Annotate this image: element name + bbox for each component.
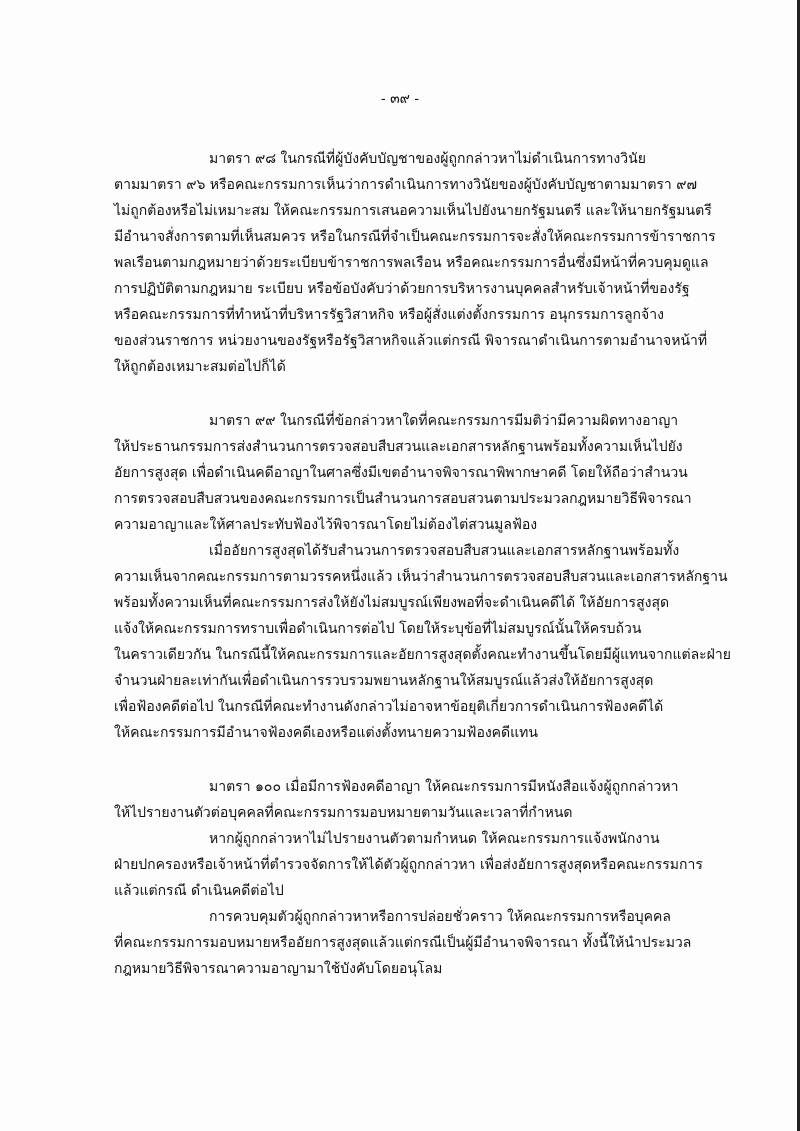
text-line: การควบคุมตัวผู้ถูกกล่าวหาหรือการปล่อยชั่วคราว ให้คณะกรรมการหรือบุคคล: [209, 909, 671, 925]
text-line: ของส่วนราชการ หน่วยงานของรัฐหรือรัฐวิสาหกิจแล้วแต่กรณี พิจารณาดำเนินการตามอำนาจหน้าที่: [114, 333, 708, 349]
text-line: พร้อมทั้งความเห็นที่คณะกรรมการส่งให้ยังไม่สมบูรณ์เพียงพอที่จะดำเนินคดีได้ ให้อัยการสูงสุด: [114, 595, 670, 611]
text-line: ฝ่ายปกครองหรือเจ้าหน้าที่ตำรวจจัดการให้ได้ตัวผู้ถูกกล่าวหา เพื่อส่งอัยการสูงสุดหรือคณะกรรมการ: [114, 857, 703, 873]
section-gap: [114, 380, 680, 408]
text-line: ความเห็นจากคณะกรรมการตามวรรคหนึ่งแล้ว เห็นว่าสำนวนการตรวจสอบสืบสวนและเอกสารหลักฐาน: [114, 569, 728, 585]
text-line: แจ้งให้คณะกรรมการทราบเพื่อดำเนินการต่อไป โดยให้ระบุข้อที่ไม่สมบูรณ์นั้นให้ครบถ้วน: [114, 621, 642, 637]
text-line: มาตรา ๑๐๐ เมื่อมีการฟ้องคดีอาญา ให้คณะกรรมการมีหนังสือแจ้งผู้ถูกกล่าวหา: [209, 779, 679, 795]
text-line: พลเรือนตามกฎหมายว่าด้วยระเบียบข้าราชการพลเรือน หรือคณะกรรมการอื่นซึ่งมีหน้าที่ควบคุมดูแล: [114, 255, 709, 271]
text-line: ให้ถูกต้องเหมาะสมต่อไปก็ได้: [114, 359, 286, 375]
text-line: เพื่อฟ้องคดีต่อไป ในกรณีที่คณะทำงานดังกล่าวไม่อาจหาข้อยุติเกี่ยวการดำเนินการฟ้องคดีได้: [114, 699, 664, 715]
body-text: [114, 146, 731, 982]
text-line: ให้ไปรายงานตัวต่อบุคคลที่คณะกรรมการมอบหมายตามวันและเวลาที่กำหนด: [114, 805, 573, 821]
text-line: ให้คณะกรรมการมีอำนาจฟ้องคดีเองหรือแต่งตั้งทนายความฟ้องคดีแทน: [114, 725, 538, 741]
text-line: หากผู้ถูกกล่าวหาไม่ไปรายงานตัวตามกำหนด ให้คณะกรรมการแจ้งพนักงาน: [209, 831, 660, 847]
page-number: - ๓๙ -: [380, 91, 420, 107]
text-line: การตรวจสอบสืบสวนของคณะกรรมการเป็นสำนวนการสอบสวนตามประมวลกฎหมายวิธีพิจารณา: [114, 491, 692, 507]
text-line: ตามมาตรา ๙๖ หรือคณะกรรมการเห็นว่าการดำเนินการทางวินัยของผู้บังคับบัญชาตามมาตรา ๙๗: [114, 177, 698, 193]
text-line: เมื่ออัยการสูงสุดได้รับสำนวนการตรวจสอบสืบสวนและเอกสารหลักฐานพร้อมทั้ง: [209, 543, 680, 559]
text-line: อัยการสูงสุด เพื่อดำเนินคดีอาญาในศาลซึ่งมีเขตอำนาจพิจารณาพิพากษาคดี โดยให้ถือว่าสำนวน: [114, 465, 688, 481]
section-gap: [114, 746, 680, 774]
text-line: ในคราวเดียวกัน ในกรณีนี้ให้คณะกรรมการและอัยการสูงสุดตั้งคณะทำงานขึ้นโดยมีผู้แทนจากแต่ละฝ่าย: [114, 647, 731, 663]
text-line: หรือคณะกรรมการที่ทำหน้าที่บริหารรัฐวิสาหกิจ หรือผู้สั่งแต่งตั้งกรรมการ อนุกรรมการลูกจ้าง: [114, 307, 664, 323]
text-line: ที่คณะกรรมการมอบหมายหรืออัยการสูงสุดแล้วแต่กรณีเป็นผู้มีอำนาจพิจารณา ทั้งนี้ให้นำประมวล: [114, 935, 692, 951]
section-s100: [114, 774, 703, 982]
text-line: มีอำนาจสั่งการตามที่เห็นสมควร หรือในกรณีที่จำเป็นคณะกรรมการจะสั่งให้คณะกรรมการข้าราชการ: [114, 229, 716, 245]
text-line: กฎหมายวิธีพิจารณาความอาญามาใช้บังคับโดยอนุโลม: [114, 961, 443, 977]
text-line: ความอาญาและให้ศาลประทับฟ้องไว้พิจารณาโดยไม่ต้องไต่สวนมูลฟ้อง: [114, 517, 538, 533]
text-line: การปฏิบัติตามกฎหมาย ระเบียบ หรือข้อบังคับว่าด้วยการบริหารงานบุคคลสำหรับเจ้าหน้าที่ของรัฐ: [114, 281, 690, 297]
text-line: มาตรา ๙๘ ในกรณีที่ผู้บังคับบัญชาของผู้ถูกกล่าวหาไม่ดำเนินการทางวินัย: [209, 151, 646, 167]
text-line: จำนวนฝ่ายละเท่ากันเพื่อดำเนินการรวบรวมพยานหลักฐานให้สมบูรณ์แล้วส่งให้อัยการสูงสุด: [114, 673, 654, 689]
section-s99: [114, 408, 731, 746]
section-s98: [114, 146, 716, 380]
text-line: มาตรา ๙๙ ในกรณีที่ข้อกล่าวหาใดที่คณะกรรมการมีมติว่ามีความผิดทางอาญา: [209, 413, 679, 429]
text-line: ให้ประธานกรรมการส่งสำนวนการตรวจสอบสืบสวนและเอกสารหลักฐานพร้อมทั้งความเห็นไปยัง: [114, 439, 683, 455]
text-line: แล้วแต่กรณี ดำเนินคดีต่อไป: [114, 883, 284, 899]
text-line: ไม่ถูกต้องหรือไม่เหมาะสม ให้คณะกรรมการเสนอความเห็นไปยังนายกรัฐมนตรี และให้นายกรัฐมนตรี: [114, 203, 712, 219]
